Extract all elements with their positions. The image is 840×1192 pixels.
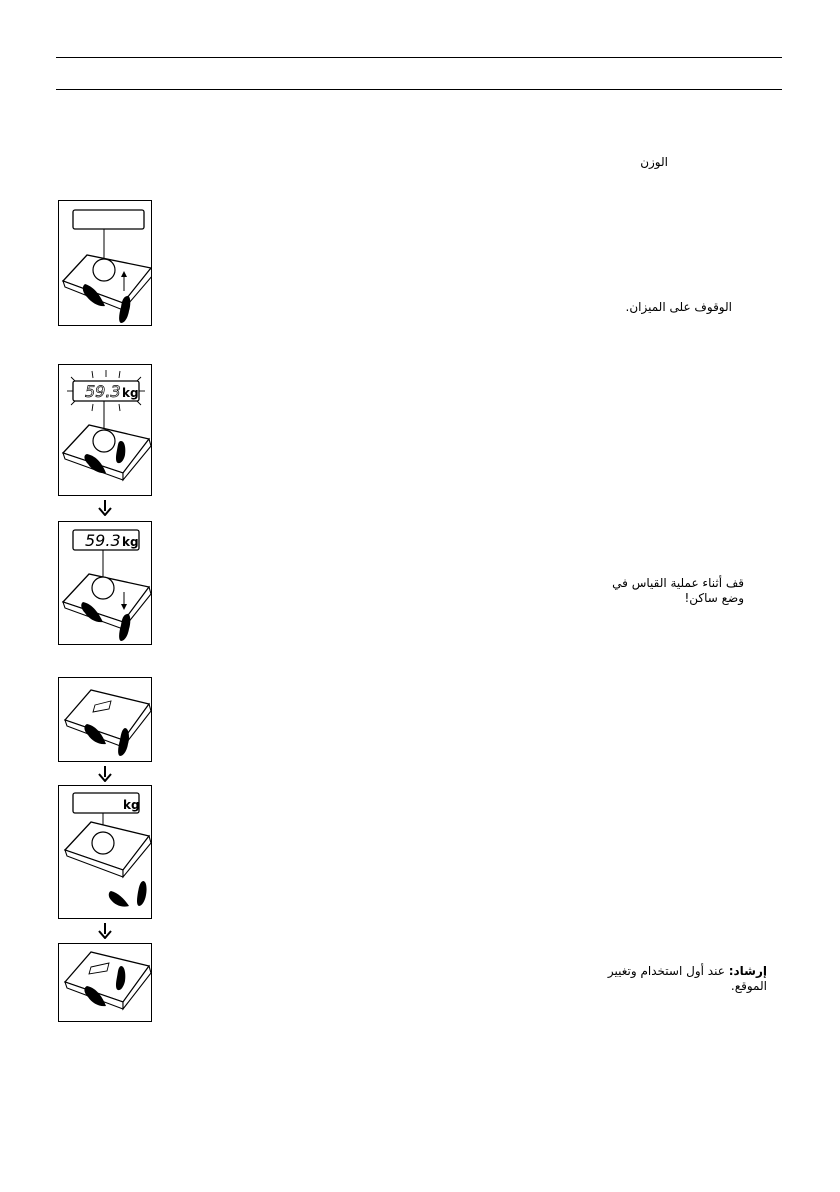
left-foot-icon xyxy=(109,891,129,907)
right-foot-icon xyxy=(137,881,147,906)
step-2-text-line1: قف أثناء عملية القياس في xyxy=(612,576,744,590)
header-rule-top xyxy=(56,57,782,58)
scale-display-empty xyxy=(73,210,144,229)
scale-platform xyxy=(65,690,149,740)
step-2-text-line2: وضع ساكن! xyxy=(684,591,744,605)
hint-text-line1 xyxy=(608,964,767,979)
display-value: 59.3 xyxy=(85,531,121,550)
figure-first-use xyxy=(58,943,152,1022)
display-unit: kg xyxy=(123,798,140,812)
display-unit: kg xyxy=(122,535,139,549)
hint-text-line2: الموقع. xyxy=(730,979,767,993)
figure-step-off-scale xyxy=(58,785,152,919)
figure-weight-blinking xyxy=(58,364,152,496)
hint-label: إرشاد: xyxy=(728,964,767,978)
display-unit: kg xyxy=(122,386,139,400)
step-1-text: الوقوف على الميزان. xyxy=(625,300,732,314)
scale-platform xyxy=(65,952,149,1002)
display-value: 59.3 xyxy=(85,382,121,401)
hint-line1: عند أول استخدام وتغيير xyxy=(607,964,725,978)
arrow-down-icon xyxy=(98,923,112,939)
arrow-down-icon xyxy=(98,500,112,516)
figure-weight-result xyxy=(58,521,152,645)
figure-standing-on-scale xyxy=(58,677,152,762)
header-rule-bottom xyxy=(56,89,782,90)
section-title: الوزن xyxy=(640,155,668,169)
arrow-down-icon xyxy=(98,766,112,782)
figure-step-on-scale xyxy=(58,200,152,326)
